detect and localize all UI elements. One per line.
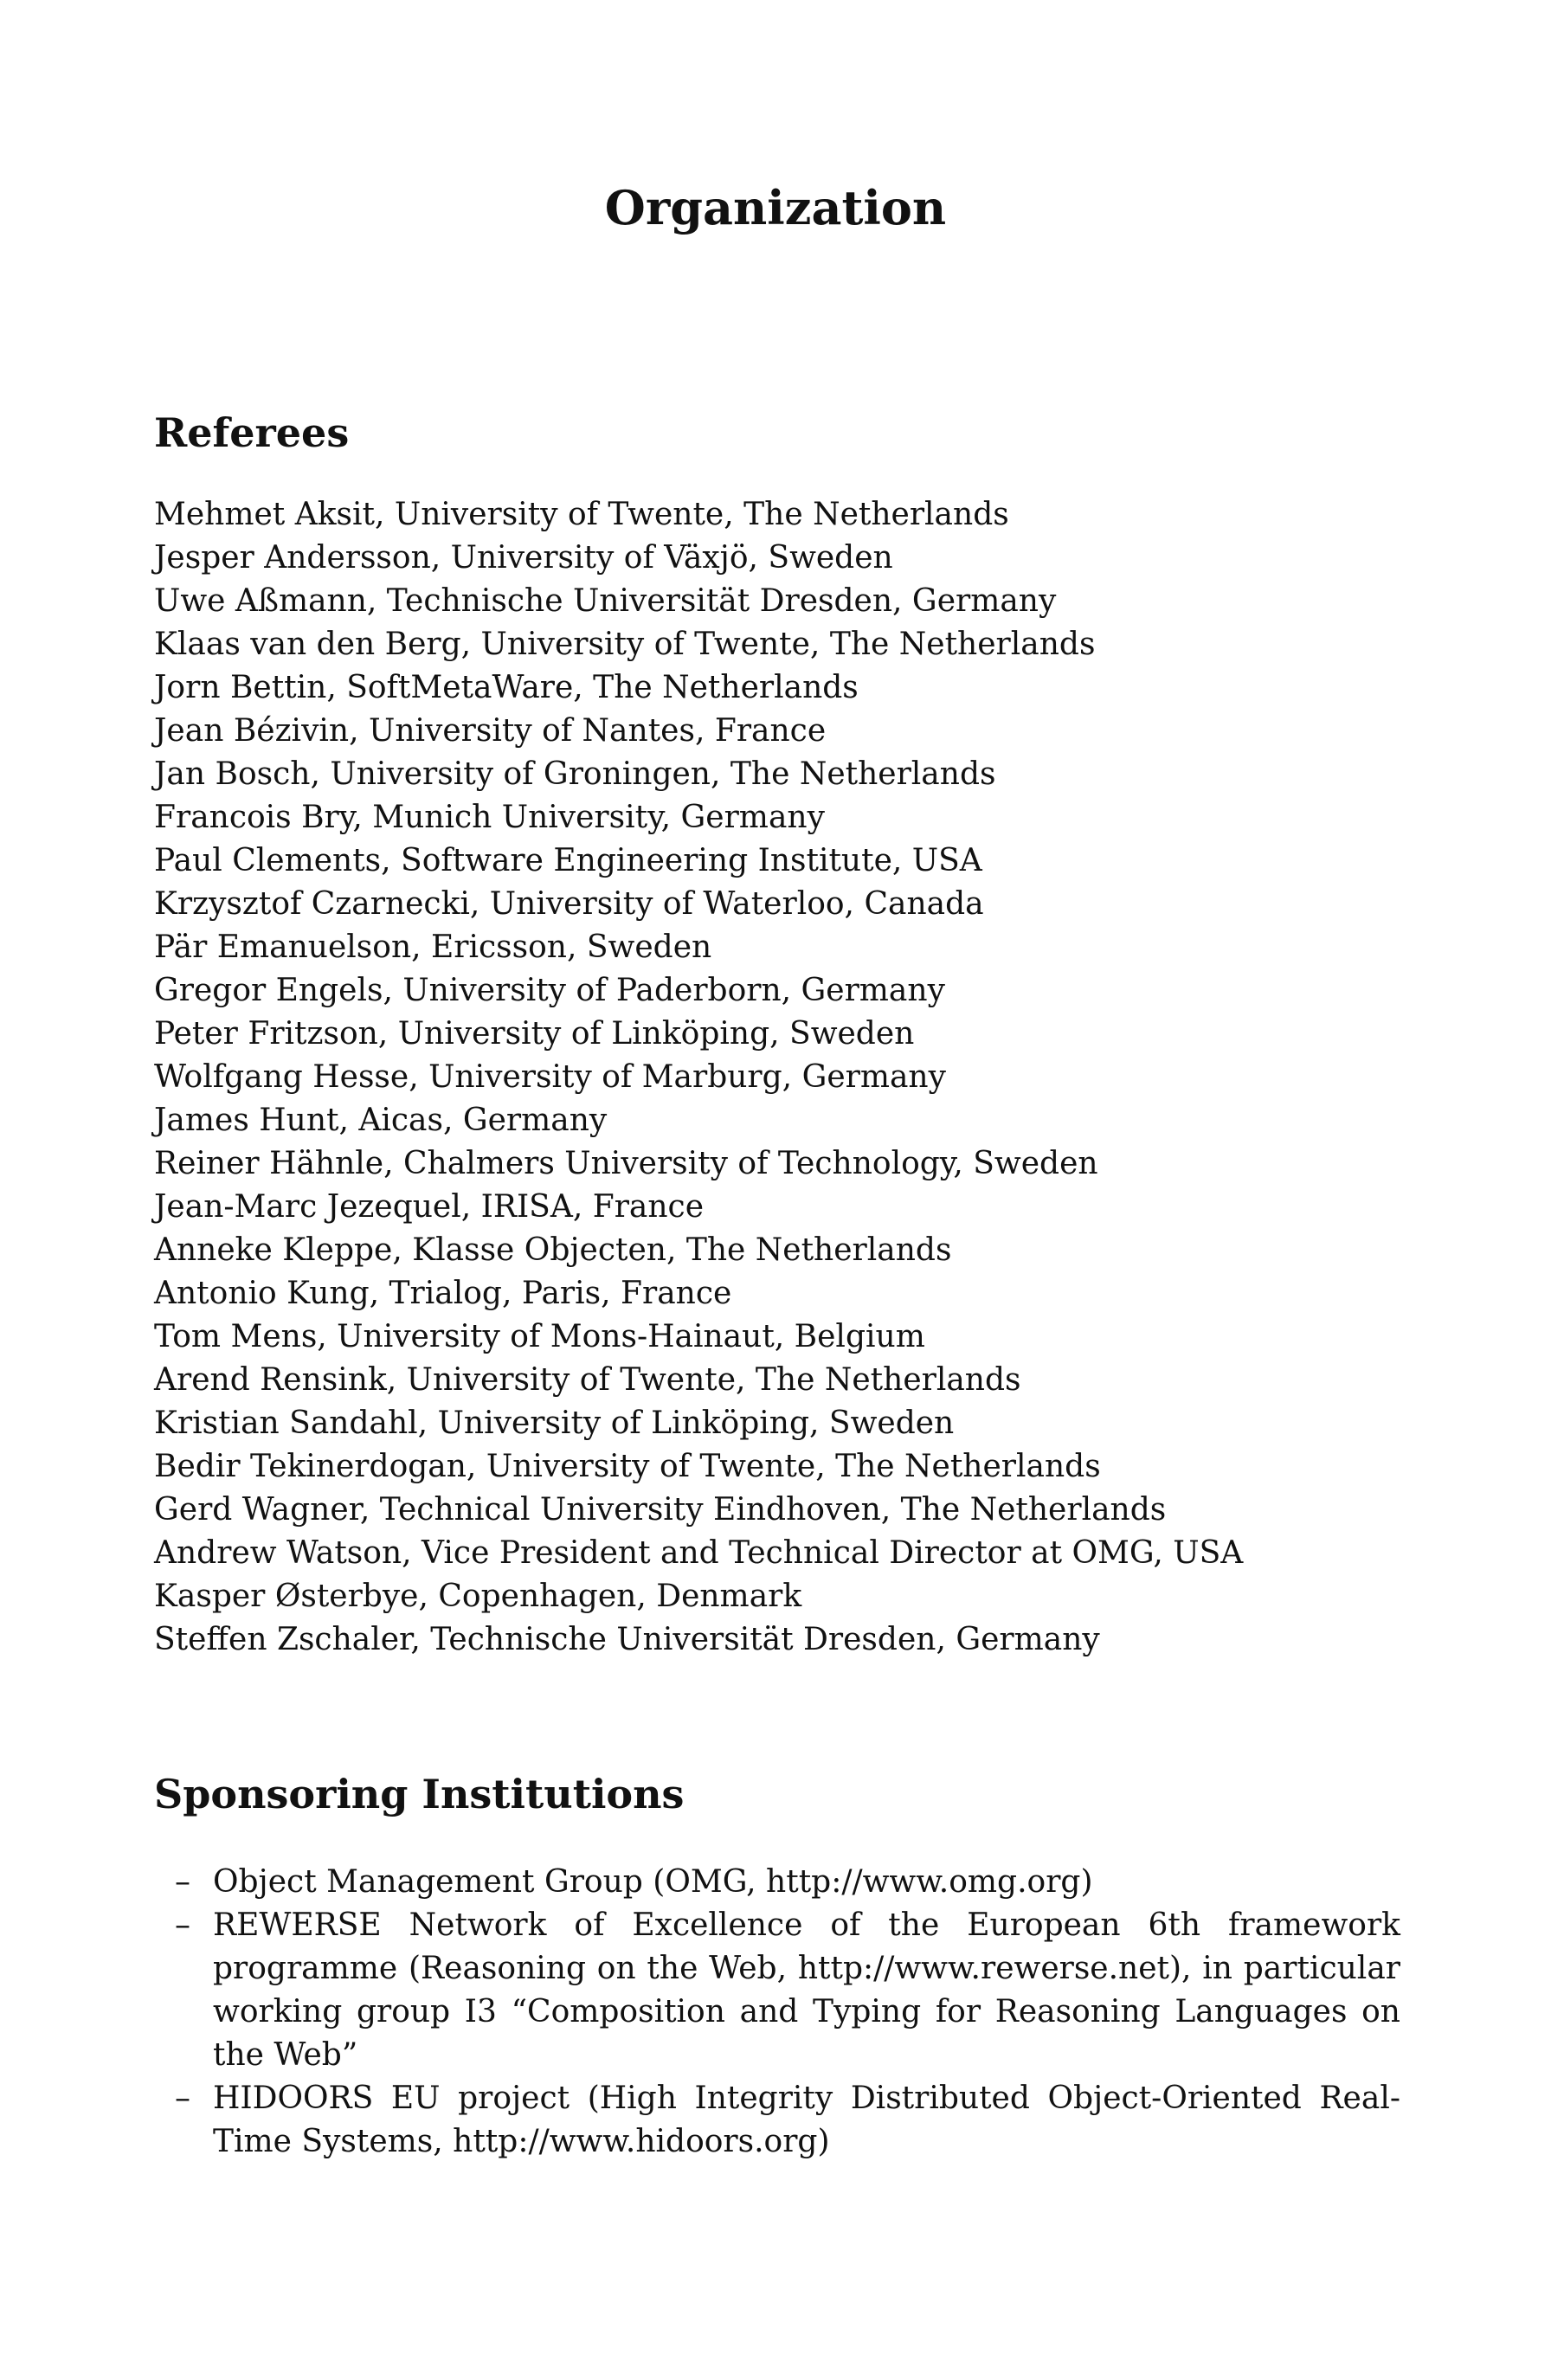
referee-entry: James Hunt, Aicas, Germany: [154, 1103, 608, 1138]
referee-entry: Reiner Hähnle, Chalmers University of Technology, Sweden: [154, 1146, 1098, 1181]
sponsor-item: [154, 1861, 1400, 1904]
referee-entry: Gregor Engels, University of Paderborn, Germany: [154, 973, 945, 1008]
referee-entry: Kristian Sandahl, University of Linköping, Sweden: [154, 1405, 955, 1441]
referee-entry: Mehmet Aksit, University of Twente, The Netherlands: [154, 497, 1009, 532]
referee-entry: Francois Bry, Munich University, Germany: [154, 800, 825, 835]
referee-entry: Paul Clements, Software Engineering Institute, USA: [154, 843, 982, 878]
referee-entry: Krzysztof Czarnecki, University of Waterloo, Canada: [154, 886, 984, 922]
page-title: Organization: [604, 180, 947, 235]
referee-entry: Peter Fritzson, University of Linköping, Sweden: [154, 1016, 915, 1052]
sponsor-text: REWERSE Network of Excellence of the European 6th framework programme (Reasoning on the Web, http://www.rewerse.net), in particular working group I3 “Composition and Typing for Reasoning Languages on the Web”: [213, 1907, 1400, 2073]
sponsor-item: [154, 2077, 1400, 2164]
referee-entry: Jan Bosch, University of Groningen, The Netherlands: [154, 756, 996, 792]
sponsor-text: HIDOORS EU project (High Integrity Distributed Object-Oriented Real-Time Systems, http://www.hidoors.org): [213, 2081, 1400, 2159]
referees-heading: Referees: [154, 409, 350, 456]
referee-entry: Klaas van den Berg, University of Twente, The Netherlands: [154, 627, 1096, 662]
referee-entry: Pär Emanuelson, Ericsson, Sweden: [154, 929, 712, 965]
referee-entry: Gerd Wagner, Technical University Eindhoven, The Netherlands: [154, 1492, 1167, 1528]
dash-bullet: –: [175, 1907, 190, 1943]
sponsor-list: [154, 1861, 1400, 2164]
referee-entry: Uwe Aßmann, Technische Universität Dresden, Germany: [154, 583, 1057, 619]
referee-entry: Arend Rensink, University of Twente, The Netherlands: [154, 1362, 1021, 1398]
referee-entry: Jean-Marc Jezequel, IRISA, France: [154, 1189, 705, 1225]
referee-entry: Tom Mens, University of Mons-Hainaut, Belgium: [154, 1319, 925, 1354]
sponsor-item: [154, 1904, 1400, 2077]
sponsor-text: Object Management Group (OMG, http://www.omg.org): [213, 1864, 1093, 1900]
referee-entry: Antonio Kung, Trialog, Paris, France: [154, 1276, 732, 1311]
referee-list: [154, 493, 1409, 1662]
referee-entry: Jean Bézivin, University of Nantes, France: [154, 713, 827, 749]
dash-bullet: –: [175, 1864, 190, 1900]
dash-bullet: –: [175, 2081, 190, 2116]
referee-entry: Kasper Østerbye, Copenhagen, Denmark: [154, 1579, 802, 1614]
sponsors-heading: Sponsoring Institutions: [154, 1771, 685, 1817]
referee-entry: Andrew Watson, Vice President and Technical Director at OMG, USA: [154, 1535, 1244, 1571]
referee-entry: Wolfgang Hesse, University of Marburg, Germany: [154, 1059, 946, 1095]
referee-entry: Jorn Bettin, SoftMetaWare, The Netherlands: [154, 670, 859, 705]
referee-entry: Bedir Tekinerdogan, University of Twente, The Netherlands: [154, 1449, 1101, 1484]
referee-entry: Anneke Kleppe, Klasse Objecten, The Netherlands: [154, 1232, 952, 1268]
referee-entry: Jesper Andersson, University of Växjö, Sweden: [154, 540, 893, 576]
referee-entry: Steffen Zschaler, Technische Universität Dresden, Germany: [154, 1622, 1100, 1657]
